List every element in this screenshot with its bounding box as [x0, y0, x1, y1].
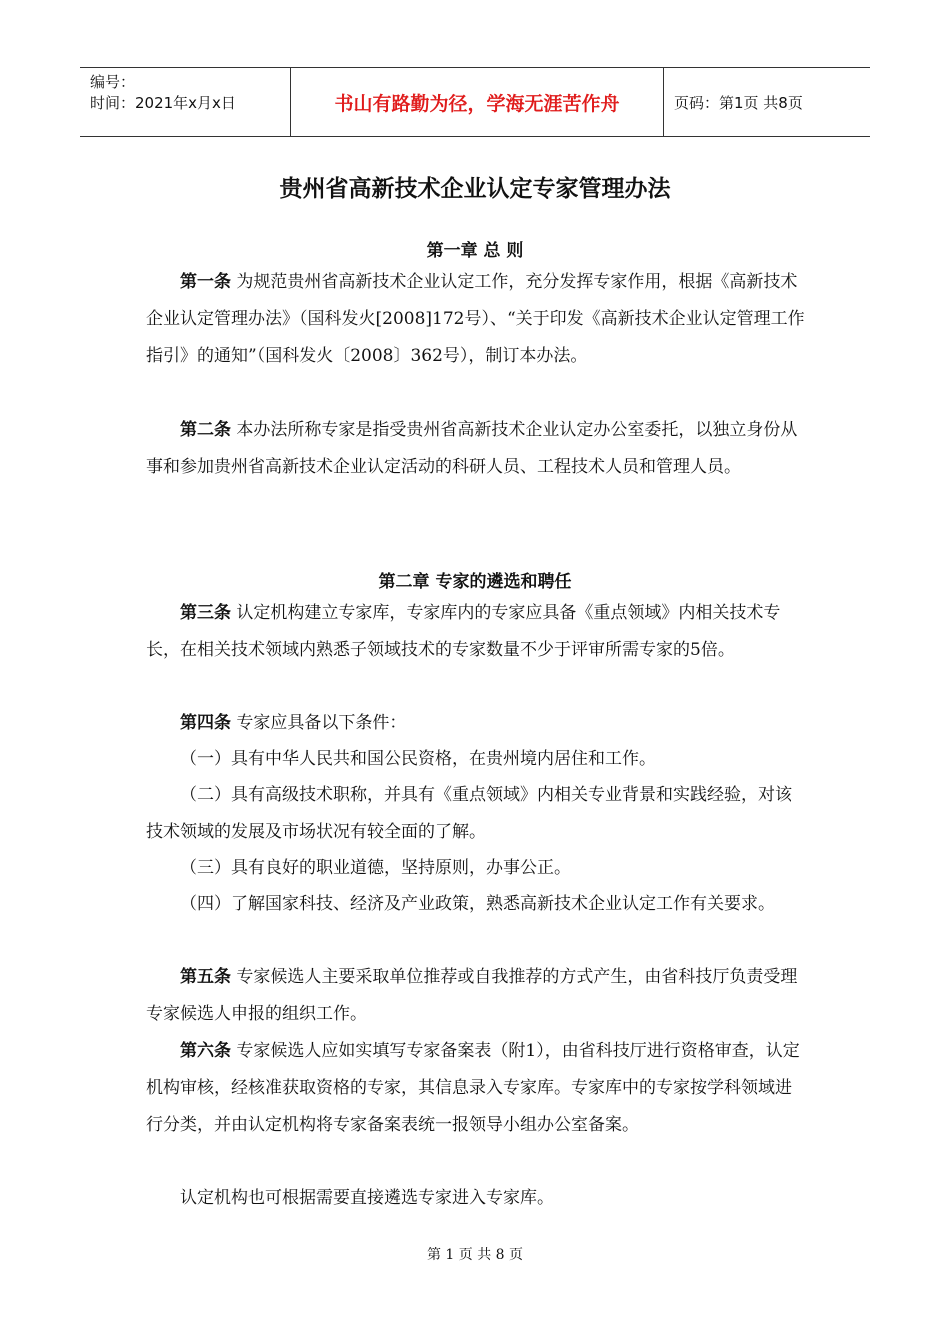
article-6-label: 第六条: [180, 1041, 231, 1061]
chapter-2-title: 第二章 专家的遴选和聘任: [378, 572, 572, 592]
article-1-label: 第一条: [180, 272, 231, 292]
time-label: 时间：2021年x月x日: [90, 94, 236, 112]
article-6: [146, 1033, 806, 1144]
article-4-label: 第四条: [180, 713, 231, 733]
header-meta: [80, 68, 291, 136]
article-4-text: 专家应具备以下条件：: [231, 713, 407, 733]
article-5-text: 专家候选人主要采取单位推荐或自我推荐的方式产生，由省科技厅负责受理专家候选人申报的组织工作。: [146, 967, 798, 1024]
condition-1: （一）具有中华人民共和国公民资格，在贵州境内居住和工作。: [180, 749, 656, 769]
page-footer: 第 1 页 共 8 页: [426, 1247, 524, 1263]
closing-paragraph: 认定机构也可根据需要直接遴选专家进入专家库。: [180, 1188, 554, 1208]
chapter-1-title: 第一章 总 则: [426, 241, 524, 261]
article-6-text: 专家候选人应如实填写专家备案表（附1），由省科技厅进行资格审查，认定机构审核，经核准获取资格的专家，其信息录入专家库。专家库中的专家按学科领域进行分类，并由认定机构将专家备案表统一报领导小组办公室备案。: [146, 1041, 800, 1135]
header-motto: 书山有路勤为径，学海无涯苦作舟: [291, 68, 664, 136]
article-2-label: 第二条: [180, 420, 231, 440]
condition-3: （三）具有良好的职业道德，坚持原则，办事公正。: [180, 858, 571, 878]
article-2-text: 本办法所称专家是指受贵州省高新技术企业认定办公室委托，以独立身份从事和参加贵州省高新技术企业认定活动的科研人员、工程技术人员和管理人员。: [146, 420, 798, 477]
condition-4: （四）了解国家科技、经济及产业政策，熟悉高新技术企业认定工作有关要求。: [180, 894, 775, 914]
page-header: [80, 67, 870, 137]
number-label: 编号：: [90, 73, 136, 91]
article-5: [146, 959, 806, 1033]
condition-2: （二）具有高级技术职称，并具有《重点领域》内相关专业背景和实践经验，对该技术领域的发展及市场状况有较全面的了解。: [146, 785, 792, 842]
article-2: [146, 412, 806, 486]
article-3-text: 认定机构建立专家库，专家库内的专家应具备《重点领域》内相关技术专长，在相关技术领域内熟悉子领域技术的专家数量不少于评审所需专家的5倍。: [146, 603, 781, 660]
article-4: [146, 705, 806, 742]
article-3: [146, 595, 806, 669]
article-5-label: 第五条: [180, 967, 231, 987]
article-3-label: 第三条: [180, 603, 231, 623]
header-page-info: 页码：第1页 共8页: [674, 93, 803, 112]
document-title: 贵州省高新技术企业认定专家管理办法: [279, 176, 671, 202]
article-1: [146, 264, 806, 375]
article-1-text: 为规范贵州省高新技术企业认定工作，充分发挥专家作用，根据《高新技术企业认定管理办法》（国科发火[2008]172号）、“关于印发《高新技术企业认定管理工作指引》的通知”（国科发火〔2008〕362号），制订本办法。: [146, 272, 805, 366]
